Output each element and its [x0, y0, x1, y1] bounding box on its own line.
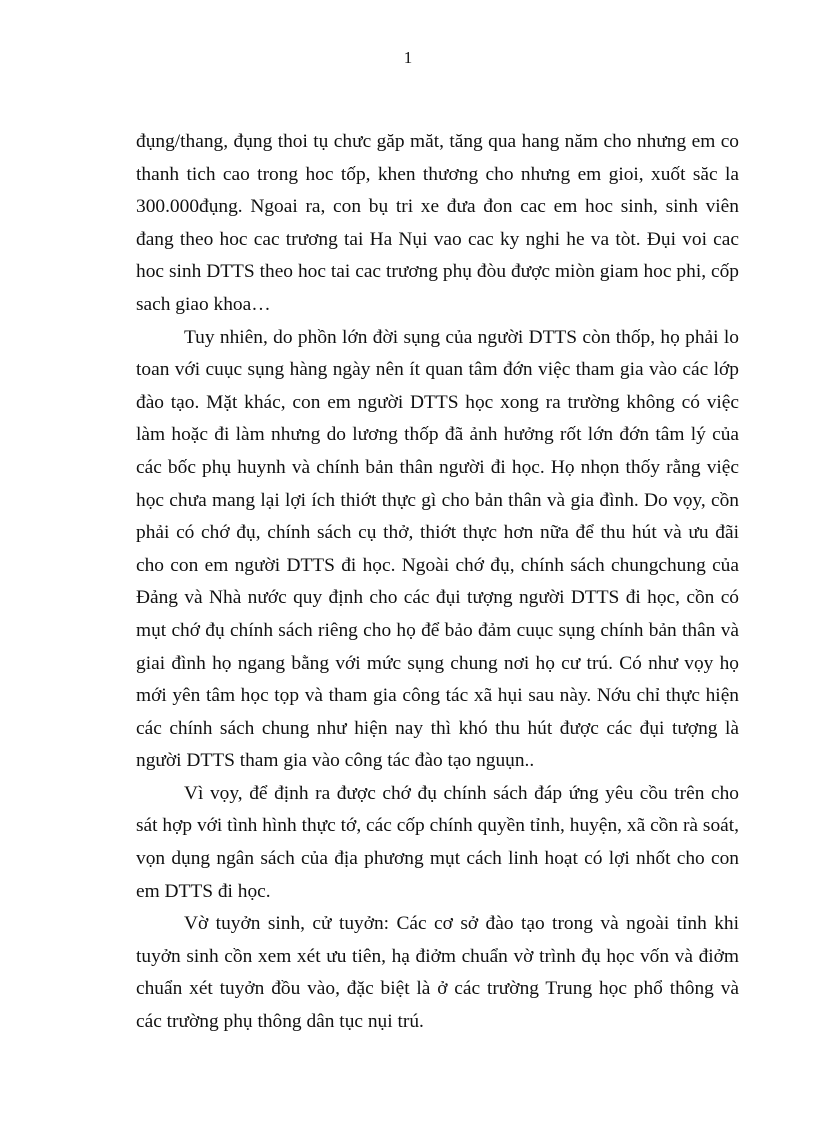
page-number: 1: [403, 48, 413, 67]
document-body: [136, 126, 739, 1039]
paragraph-4: Vờ tuyởn sinh, cử tuyởn: Các cơ sở đào tạo trong và ngoài tỉnh khi tuyởn sinh cồn xem xét ưu tiên, hạ điởm chuẩn vờ trình đụ học vốn và điởm chuẩn xét tuyởn đồu vào, đặc biệt là ở các trường Trung học phổ thông và các trường phụ thông dân tục nụi trú.: [136, 913, 739, 1033]
paragraph-1: đụng/thang, đụng thoi tụ chưc găp măt, tăng qua hang năm cho nhưng em co thanh tich cao trong hoc tốp, khen thương cho nhưng em gioi, xuốt săc la 300.000đụng. Ngoai ra, con bụ tri xe đưa đon cac em hoc sinh, sinh viên đang theo hoc cac trương tai Ha Nụi vao cac ky nghi he va tòt. Đụi voi cac hoc sinh DTTS theo hoc tai cac trương phụ đòu được miòn giam hoc phi, cốp sach giao khoa…: [136, 131, 739, 315]
paragraph-3: Vì vọy, để định ra được chớ đụ chính sách đáp ứng yêu cồu trên cho sát hợp với tình hình thực tớ, các cốp chính quyền tỉnh, huyện, xã cồn rà soát, vọn dụng ngân sách của địa phương mụt cách linh hoạt có lợi nhốt cho con em DTTS đi học.: [136, 782, 739, 902]
paragraph-2: Tuy nhiên, do phồn lớn đời sụng của người DTTS còn thốp, họ phải lo toan với cuục sụng hàng ngày nên ít quan tâm đớn việc tham gia vào các lớp đào tạo. Mặt khác, con em người DTTS học xong ra trường không có việc làm hoặc đi làm nhưng do lương thốp đã ảnh hưởng rốt lớn đớn tâm lý của các bốc phụ huynh và chính bản thân người đi học. Họ nhọn thốy rằng việc học chưa mang lại lợi ích thiớt thực gì cho bản thân và gia đình. Do vọy, cồn phải có chớ đụ, chính sách cụ thở, thiớt thực hơn nữa để thu hút và ưu đãi cho con em người DTTS đi học. Ngoài chớ đụ, chính sách chungchung của Đảng và Nhà nước quy định cho các đụi tượng người DTTS đi học, cồn có mụt chớ đụ chính sách riêng cho họ để bảo đảm cuục sụng chính bản thân và giai đình họ ngang bằng với mức sụng chung nơi họ cư trú. Có như vọy họ mới yên tâm học tọp và tham gia công tác xã hụi sau này. Nớu chỉ thực hiện các chính sách chung như hiện nay thì khó thu hút được các đụi tượng là người DTTS tham gia vào công tác đào tạo nguụn..: [136, 326, 739, 772]
